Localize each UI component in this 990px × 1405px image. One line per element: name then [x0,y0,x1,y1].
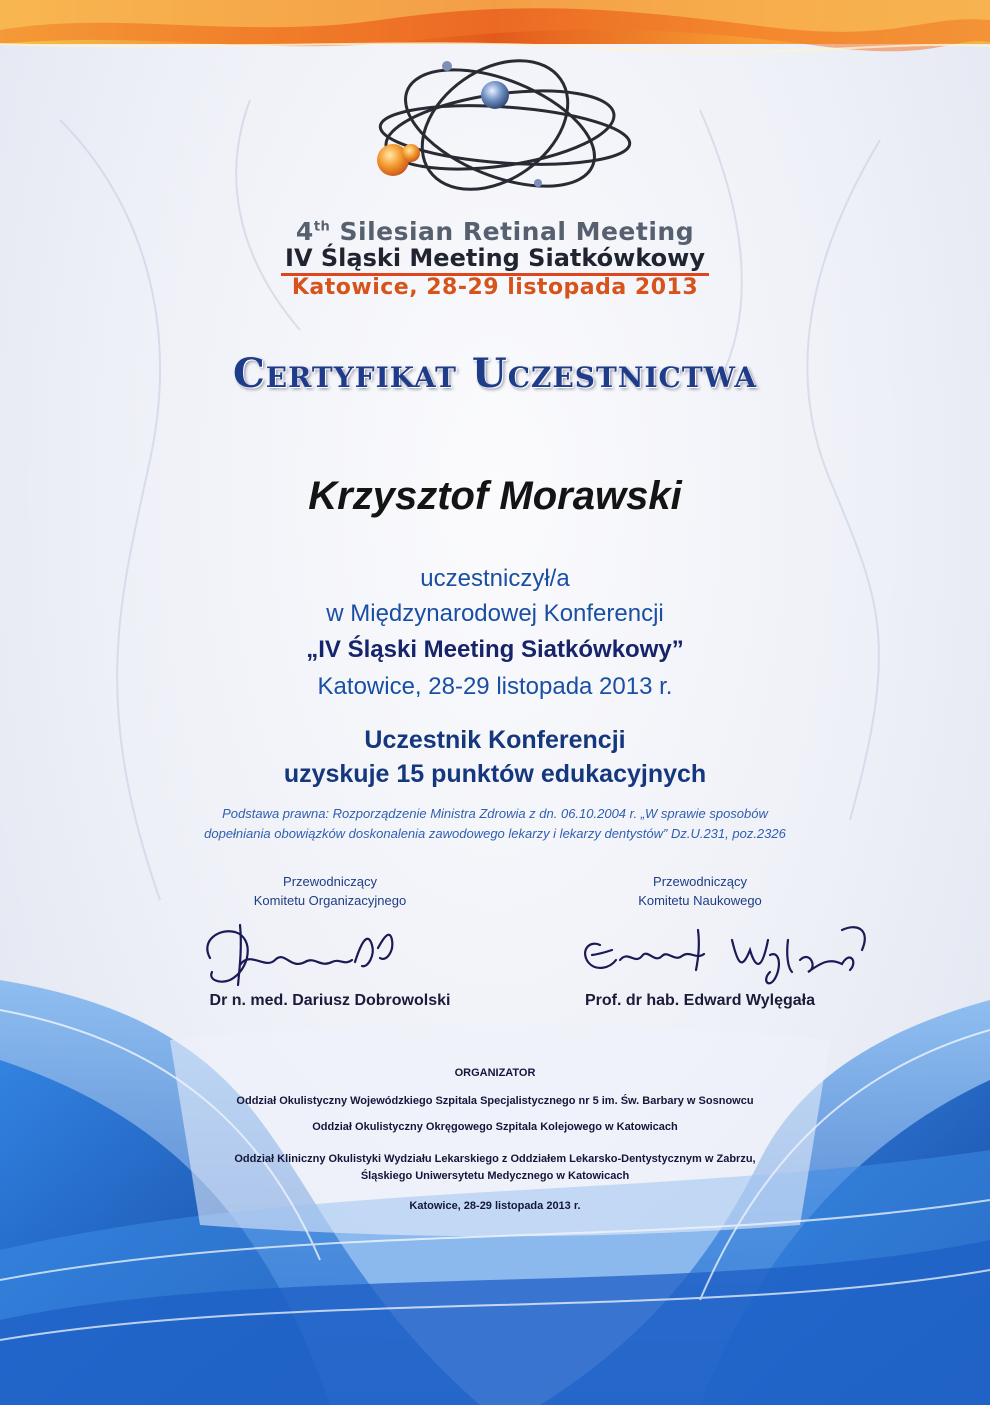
signature-block-scientific [470,872,930,1009]
award-line-1: Uczestnik Konferencji [364,726,626,754]
conference-type-line: w Międzynarodowej Konferencji [326,600,664,627]
signatory-name: Prof. dr hab. Edward Wylęgała [585,992,815,1009]
signature-role: Przewodniczący Komitetu Naukowego [638,874,762,908]
meeting-place-date: Katowice, 28-29 listopada 2013 [291,275,699,300]
certificate-title: Certyfikat Uczestnictwa [232,350,758,397]
participant-name: Krzysztof Morawski [308,474,682,518]
organizer-line-1: Oddział Okulistyczny Wojewódzkiego Szpitala Specjalistycznego nr 5 im. Św. Barbary w Sosnowcu [236,1095,754,1107]
legal-basis [0,804,990,844]
organizer-line-3 [0,1151,990,1185]
legal-basis-line-1: Podstawa prawna: Rozporządzenie Ministra Zdrowia z dn. 06.10.2004 r. „W sprawie sposobów [222,806,768,821]
meeting-title-pl: IV Śląski Meeting Siatkówkowy [0,244,990,276]
signature-role: Przewodniczący Komitetu Organizacyjnego [253,874,407,908]
legal-basis-line-2: dopełniania obowiązków doskonalenia zawodowego lekarzy i lekarzy dentystów” Dz.U.231, poz.2326 [204,826,786,841]
organizer-footer-date: Katowice, 28-29 listopada 2013 r. [409,1200,581,1212]
handwritten-signature-icon [470,910,930,990]
signatory-name: Dr n. med. Dariusz Dobrowolski [209,992,451,1009]
organizer-line-3b: Śląskiego Uniwersytetu Medycznego w Katowicach [360,1170,630,1182]
organizer-line-3a: Oddział Kliniczny Okulistyki Wydziału Lekarskiego z Oddziałem Lekarsko-Dentystycznym w Zabrzu, [234,1153,756,1165]
participated-line: uczestniczył/a [420,565,570,592]
organizer-heading: ORGANIZATOR [454,1067,536,1079]
conference-name: „IV Śląski Meeting Siatkówkowy” [306,636,684,663]
meeting-title-en: 4th Silesian Retinal Meeting [295,217,695,246]
award-line-2: uzyskuje 15 punktów edukacyjnych [283,760,707,788]
organizer-line-2: Oddział Okulistyczny Okręgowego Szpitala Kolejowego w Katowicach [312,1121,678,1133]
conference-place-date: Katowice, 28-29 listopada 2013 r. [317,673,673,700]
